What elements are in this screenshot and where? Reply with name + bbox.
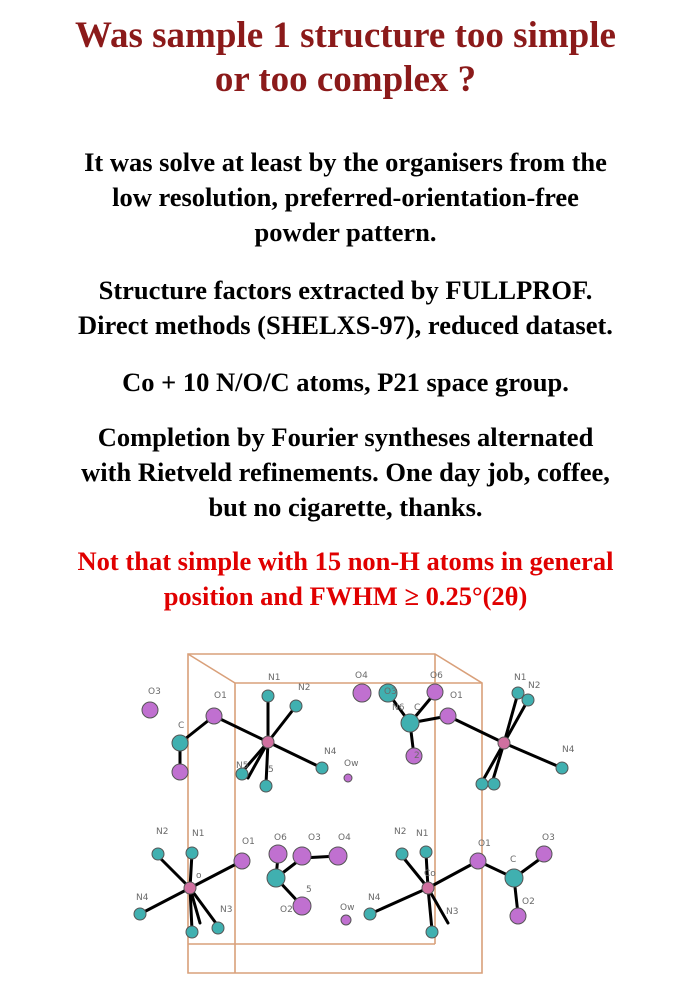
atom-label: N4 xyxy=(136,893,149,903)
atom-label: Co xyxy=(424,869,436,879)
atom-label: N6 xyxy=(392,703,405,713)
atom-label: Ow xyxy=(340,903,355,913)
atom-label: N2 xyxy=(156,827,169,837)
atom-label: N1 xyxy=(268,673,281,683)
atom-label: 2 xyxy=(414,751,420,761)
atom-label: C xyxy=(510,855,517,865)
atom-label: O4 xyxy=(338,833,351,843)
text-line: It was solve at least by the organisers from the xyxy=(84,147,607,177)
text-line: Direct methods (SHELXS-97), reduced dataset. xyxy=(78,310,613,340)
atom-label: O6 xyxy=(430,671,443,681)
atom-label: 5 xyxy=(306,885,312,895)
atom-label: Ow xyxy=(344,759,359,769)
paragraph-conclusion-highlight xyxy=(0,544,691,614)
text-line: position and FWHM ≥ 0.25°(2θ) xyxy=(163,581,528,611)
atom-label: 5 xyxy=(268,765,274,775)
text-line: but no cigarette, thanks. xyxy=(208,492,483,522)
paragraph-solution-origin xyxy=(0,145,691,250)
atom-label: C xyxy=(414,703,421,713)
text-line: with Rietveld refinements. One day job, coffee, xyxy=(81,457,610,487)
title-line-1: Was sample 1 structure too simple xyxy=(75,15,616,56)
atom-label: N2 xyxy=(298,683,311,693)
atom-label: O3 xyxy=(542,833,555,843)
paragraph-completion xyxy=(0,420,691,525)
atom-label: O1 xyxy=(242,837,255,847)
text-line: low resolution, preferred-orientation-free xyxy=(112,182,579,212)
atom-label: O2 xyxy=(522,897,535,907)
atom-label: N1 xyxy=(514,673,527,683)
text-line: Completion by Fourier syntheses alternated xyxy=(97,422,594,452)
atom-label: O3 xyxy=(384,687,397,697)
atom-label: N4 xyxy=(324,747,337,757)
text-line: powder pattern. xyxy=(254,217,437,247)
atom-label: O2 xyxy=(280,905,293,915)
atom-label: N3 xyxy=(446,907,459,917)
text-line: Not that simple with 15 non-H atoms in general xyxy=(77,546,614,576)
atom-label: O4 xyxy=(355,671,368,681)
atom-label: O1 xyxy=(214,691,227,701)
atom-label: N2 xyxy=(394,827,407,837)
bond-lines xyxy=(140,693,562,930)
atom-label: N4 xyxy=(562,745,575,755)
paragraph-methods xyxy=(0,273,691,343)
slide-title xyxy=(0,14,691,102)
atom-label: O1 xyxy=(478,839,491,849)
text-line: Structure factors extracted by FULLPROF. xyxy=(98,275,593,305)
atom-label: N4 xyxy=(368,893,381,903)
atom-label: O3 xyxy=(148,687,161,697)
atom-label: o xyxy=(196,871,202,881)
unit-cell-box xyxy=(188,654,482,973)
text-line: Co + 10 N/O/C atoms, P21 space group. xyxy=(122,367,569,397)
paragraph-composition xyxy=(0,365,691,400)
atom-label: N1 xyxy=(416,829,429,839)
crystal-structure-figure xyxy=(130,648,675,978)
crystal-structure-diagram xyxy=(130,648,675,978)
title-line-2: or too complex ? xyxy=(214,59,477,100)
atom-label: N2 xyxy=(528,681,541,691)
atom-label: N1 xyxy=(192,829,205,839)
atom-label: O3 xyxy=(308,833,321,843)
atom-label: O6 xyxy=(274,833,287,843)
atom-label: C xyxy=(178,721,185,731)
atom-label: O1 xyxy=(450,691,463,701)
atom-label: N5 xyxy=(236,761,249,771)
atom-label: N3 xyxy=(220,905,233,915)
